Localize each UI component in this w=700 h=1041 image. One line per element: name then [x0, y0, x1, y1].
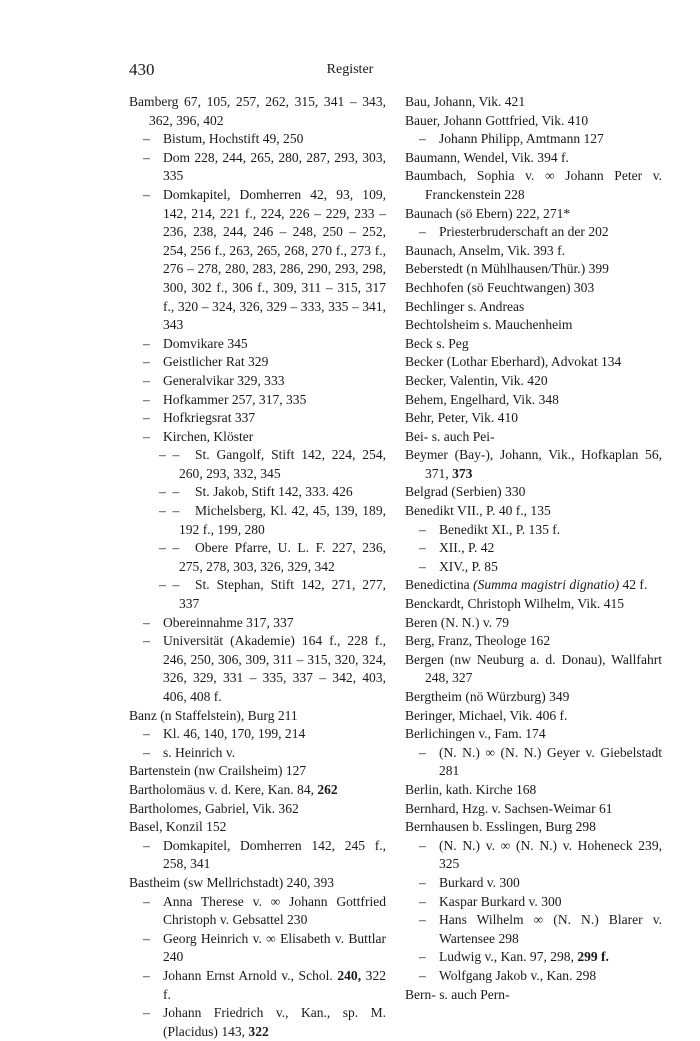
- entry-text: Johann Friedrich v., Kan., sp. M. (Placidus) 143,: [163, 1005, 386, 1039]
- index-entry: [405, 279, 662, 298]
- entry-text: Berlichingen v., Fam. 174: [405, 726, 546, 742]
- entry-text: Bechlinger s. Andreas: [405, 298, 525, 314]
- index-entry: [405, 260, 662, 279]
- subentry-dash: –: [143, 335, 150, 351]
- entry-text: Benedictina: [405, 577, 474, 593]
- entry-text: Bernhausen b. Esslingen, Burg 298: [405, 819, 596, 835]
- subentry-dash: –: [143, 930, 150, 946]
- index-entry: [129, 707, 386, 726]
- index-entry: [405, 391, 662, 410]
- entry-text: Hofkriegsrat 337: [163, 410, 256, 426]
- entry-text: Bartholomes, Gabriel, Vik. 362: [129, 800, 299, 816]
- index-entry: [405, 632, 662, 651]
- index-entry: [129, 781, 386, 800]
- index-entry: [129, 130, 386, 149]
- entry-text: Baumbach, Sophia v. ∞ Johann Peter v. Franckenstein 228: [405, 168, 662, 202]
- index-entry: [405, 781, 662, 800]
- index-entry: [405, 725, 662, 744]
- index-entry: [405, 149, 662, 168]
- index-entry: [405, 483, 662, 502]
- index-entry: [129, 186, 386, 335]
- entry-text: Bauer, Johann Gottfried, Vik. 410: [405, 112, 589, 128]
- index-entry: [129, 149, 386, 186]
- entry-text: Hofkammer 257, 317, 335: [163, 391, 307, 407]
- entry-text: Becker (Lothar Eberhard), Advokat 134: [405, 354, 622, 370]
- index-entry: [129, 576, 386, 613]
- entry-text: Domkapitel, Domherren 142, 245 f., 258, 341: [163, 837, 386, 872]
- entry-text: Anna Therese v. ∞ Johann Gottfried Christoph v. Gebsattel 230: [163, 893, 386, 928]
- index-entry: [405, 614, 662, 633]
- index-entry: [129, 335, 386, 354]
- entry-text: Obereinnahme 317, 337: [163, 614, 294, 630]
- entry-text: Domkapitel, Domherren 42, 93, 109, 142, 214, 221 f., 224, 226 – 229, 233 – 236, 238, 244, 246 – 248, 250 – 252, 254, 256 f., 263, 265, 268, 270 f., 273 f., 276 – 278, 280, 283, 286, 290, 293, 298, 300, 302 f., 306 f., 309, 311 – 315, 317 f., 320 – 324, 326, 329 – 333, 335 – 341, 343: [163, 186, 386, 333]
- subentry-dash: – –: [159, 577, 180, 593]
- entry-text: Basel, Konzil 152: [129, 819, 227, 835]
- entry-text: Michelsberg, Kl. 42, 45, 139, 189, 192 f., 199, 280: [179, 503, 386, 537]
- index-entry: [129, 391, 386, 410]
- index-entry: [405, 707, 662, 726]
- index-entry: [405, 112, 662, 131]
- entry-text: Kaspar Burkard v. 300: [439, 893, 562, 909]
- entry-text: Bergen (nw Neuburg a. d. Donau), Wallfahrt 248, 327: [405, 651, 662, 686]
- subentry-dash: –: [419, 874, 426, 890]
- entry-text: Bei- s. auch Pei-: [405, 428, 495, 444]
- subentry-dash: –: [419, 967, 426, 983]
- index-entry: [129, 409, 386, 428]
- index-entry: [129, 483, 386, 502]
- entry-text: Johann Ernst Arnold v., Schol.: [163, 967, 338, 983]
- subentry-dash: –: [419, 558, 426, 574]
- subentry-dash: –: [143, 744, 150, 760]
- subentry-dash: –: [419, 949, 426, 965]
- index-entry: [405, 316, 662, 335]
- subentry-dash: – –: [159, 540, 180, 556]
- index-entry: [405, 242, 662, 261]
- index-entry: [129, 372, 386, 391]
- entry-text: Domvikare 345: [163, 335, 248, 351]
- subentry-dash: –: [143, 633, 150, 649]
- index-entry: [129, 967, 386, 1004]
- index-entry: [405, 967, 662, 986]
- entry-text-tail: 322 f.: [163, 967, 386, 1002]
- entry-text: Bistum, Hochstift 49, 250: [163, 131, 304, 147]
- subentry-dash: –: [143, 354, 150, 370]
- subentry-dash: –: [419, 521, 426, 537]
- index-entry: [129, 539, 386, 576]
- index-entry: [129, 353, 386, 372]
- entry-text: Priesterbruderschaft an der 202: [439, 224, 609, 240]
- entry-text: Bartenstein (nw Crailsheim) 127: [129, 763, 307, 779]
- entry-text: Bern- s. auch Pern-: [405, 986, 510, 1002]
- entry-text: s. Heinrich v.: [163, 744, 236, 760]
- index-entry: [129, 837, 386, 874]
- index-entry: [405, 409, 662, 428]
- index-entry: [129, 1004, 386, 1041]
- index-entry: [405, 223, 662, 242]
- index-column-left: [129, 93, 386, 1041]
- index-entry: [405, 372, 662, 391]
- entry-text: Burkard v. 300: [439, 874, 520, 890]
- entry-text: Beck s. Peg: [405, 335, 469, 351]
- entry-text: Bastheim (sw Mellrichstadt) 240, 393: [129, 874, 335, 890]
- subentry-dash: – –: [159, 484, 180, 500]
- entry-italic-text: (Summa magistri dignatio): [473, 577, 620, 593]
- index-column-right: [405, 93, 662, 1004]
- index-entry: [405, 576, 662, 595]
- entry-text: Geistlicher Rat 329: [163, 354, 269, 370]
- subentry-dash: –: [419, 893, 426, 909]
- entry-text: Wolfgang Jakob v., Kan. 298: [439, 967, 597, 983]
- entry-text: Dom 228, 244, 265, 280, 287, 293, 303, 335: [163, 149, 386, 184]
- index-entry: [405, 353, 662, 372]
- entry-text: Beberstedt (n Mühlhausen/Thür.) 399: [405, 261, 609, 277]
- index-entry: [405, 818, 662, 837]
- entry-text: Baunach (sö Ebern) 222, 271*: [405, 205, 571, 221]
- subentry-dash: –: [419, 131, 426, 147]
- index-entry: [405, 744, 662, 781]
- entry-text: St. Stephan, Stift 142, 271, 277, 337: [179, 577, 386, 612]
- index-entry: [405, 558, 662, 577]
- subentry-dash: –: [143, 837, 150, 853]
- entry-text: Behem, Engelhard, Vik. 348: [405, 391, 559, 407]
- subentry-dash: –: [143, 967, 150, 983]
- entry-text: Bechtolsheim s. Mauchenheim: [405, 317, 573, 333]
- index-entry: [405, 911, 662, 948]
- entry-text: Georg Heinrich v. ∞ Elisabeth v. Buttlar 240: [163, 930, 386, 965]
- subentry-dash: –: [419, 224, 426, 240]
- index-entry: [405, 874, 662, 893]
- index-entry: [129, 502, 386, 539]
- entry-text: Bechhofen (sö Feuchtwangen) 303: [405, 279, 595, 295]
- subentry-dash: –: [143, 149, 150, 165]
- index-entry: [405, 893, 662, 912]
- index-entry: [405, 93, 662, 112]
- entry-main-reference: 240,: [337, 967, 362, 983]
- entry-text: Belgrad (Serbien) 330: [405, 484, 526, 500]
- index-entry: [129, 744, 386, 763]
- index-entry: [405, 688, 662, 707]
- entry-main-reference: 373: [452, 465, 473, 481]
- subentry-dash: – –: [159, 503, 180, 519]
- entry-text: Beren (N. N.) v. 79: [405, 614, 510, 630]
- index-entry: [129, 874, 386, 893]
- entry-text: Obere Pfarre, U. L. F. 227, 236, 275, 278, 303, 326, 329, 342: [179, 540, 386, 574]
- entry-text: (N. N.) ∞ (N. N.) Geyer v. Giebelstadt 281: [439, 744, 662, 779]
- entry-text: Universität (Akademie) 164 f., 228 f., 246, 250, 306, 309, 311 – 315, 320, 324, 326, 329, 331 – 335, 337 – 342, 403, 406, 408 f.: [163, 633, 386, 704]
- index-entry: [129, 614, 386, 633]
- entry-text: (N. N.) v. ∞ (N. N.) v. Hoheneck 239, 325: [439, 837, 662, 872]
- entry-text: Berg, Franz, Theologe 162: [405, 633, 551, 649]
- entry-text: Bartholomäus v. d. Kere, Kan. 84,: [129, 781, 318, 797]
- entry-text: Bernhard, Hzg. v. Sachsen-Weimar 61: [405, 800, 613, 816]
- index-entry: [129, 818, 386, 837]
- subentry-dash: –: [419, 744, 426, 760]
- index-entry: [405, 521, 662, 540]
- index-entry: [405, 428, 662, 447]
- page-number: 430: [129, 60, 155, 79]
- index-entry: [129, 446, 386, 483]
- entry-text: Generalvikar 329, 333: [163, 372, 285, 388]
- entry-text: Bau, Johann, Vik. 421: [405, 94, 526, 109]
- entry-text: Bamberg 67, 105, 257, 262, 315, 341 – 343, 362, 396, 402: [129, 94, 386, 128]
- subentry-dash: –: [143, 1005, 150, 1021]
- index-entry: [129, 725, 386, 744]
- index-entry: [129, 800, 386, 819]
- entry-text: St. Gangolf, Stift 142, 224, 254, 260, 293, 332, 345: [179, 447, 386, 481]
- index-entry: [405, 595, 662, 614]
- entry-text: Behr, Peter, Vik. 410: [405, 410, 518, 426]
- entry-text-tail: 42 f.: [619, 577, 648, 593]
- subentry-dash: – –: [159, 447, 180, 463]
- index-entry: [405, 335, 662, 354]
- entry-text: Benckardt, Christoph Wilhelm, Vik. 415: [405, 596, 625, 612]
- index-entry: [405, 298, 662, 317]
- entry-text: Banz (n Staffelstein), Burg 211: [129, 707, 298, 723]
- subentry-dash: –: [143, 131, 150, 147]
- entry-text: Beymer (Bay-), Johann, Vik., Hofkaplan 56, 371,: [405, 447, 662, 481]
- index-entry: [129, 930, 386, 967]
- index-entry: [129, 93, 386, 130]
- index-entry: [129, 632, 386, 706]
- entry-text: St. Jakob, Stift 142, 333. 426: [195, 484, 353, 500]
- subentry-dash: –: [143, 410, 150, 426]
- subentry-dash: –: [419, 837, 426, 853]
- entry-text: Kl. 46, 140, 170, 199, 214: [163, 726, 306, 742]
- entry-text: XII., P. 42: [439, 540, 495, 556]
- subentry-dash: –: [143, 186, 150, 202]
- entry-text: Berlin, kath. Kirche 168: [405, 781, 537, 797]
- entry-text: Benedikt XI., P. 135 f.: [439, 521, 561, 537]
- index-entry: [405, 651, 662, 688]
- index-entry: [405, 948, 662, 967]
- index-entry: [405, 986, 662, 1005]
- index-entry: [405, 130, 662, 149]
- entry-text: Hans Wilhelm ∞ (N. N.) Blarer v. Wartensee 298: [439, 912, 662, 946]
- running-head: Register: [326, 62, 374, 77]
- entry-text: Benedikt VII., P. 40 f., 135: [405, 503, 551, 519]
- subentry-dash: –: [143, 893, 150, 909]
- index-entry: [129, 762, 386, 781]
- subentry-dash: –: [143, 428, 150, 444]
- entry-main-reference: 322: [248, 1023, 269, 1039]
- entry-text: Johann Philipp, Amtmann 127: [439, 131, 604, 147]
- entry-text: Baunach, Anselm, Vik. 393 f.: [405, 242, 565, 258]
- index-entry: [405, 167, 662, 204]
- index-entry: [129, 893, 386, 930]
- index-entry: [405, 205, 662, 224]
- entry-main-reference: 299 f.: [577, 949, 609, 965]
- subentry-dash: –: [143, 726, 150, 742]
- entry-text: Kirchen, Klöster: [163, 428, 254, 444]
- subentry-dash: –: [419, 912, 426, 928]
- entry-text: Baumann, Wendel, Vik. 394 f.: [405, 149, 569, 165]
- index-entry: [405, 539, 662, 558]
- index-entry: [405, 837, 662, 874]
- index-entry: [129, 428, 386, 447]
- entry-text: Becker, Valentin, Vik. 420: [405, 372, 548, 388]
- entry-text: Bergtheim (nö Würzburg) 349: [405, 689, 570, 704]
- index-entry: [405, 800, 662, 819]
- entry-text: XIV., P. 85: [439, 558, 498, 574]
- subentry-dash: –: [143, 614, 150, 630]
- entry-main-reference: 262: [317, 781, 338, 797]
- index-entry: [405, 446, 662, 483]
- subentry-dash: –: [419, 540, 426, 556]
- entry-text: Ludwig v., Kan. 97, 298,: [439, 949, 578, 965]
- index-entry: [405, 502, 662, 521]
- entry-text: Beringer, Michael, Vik. 406 f.: [405, 707, 568, 723]
- subentry-dash: –: [143, 372, 150, 388]
- subentry-dash: –: [143, 391, 150, 407]
